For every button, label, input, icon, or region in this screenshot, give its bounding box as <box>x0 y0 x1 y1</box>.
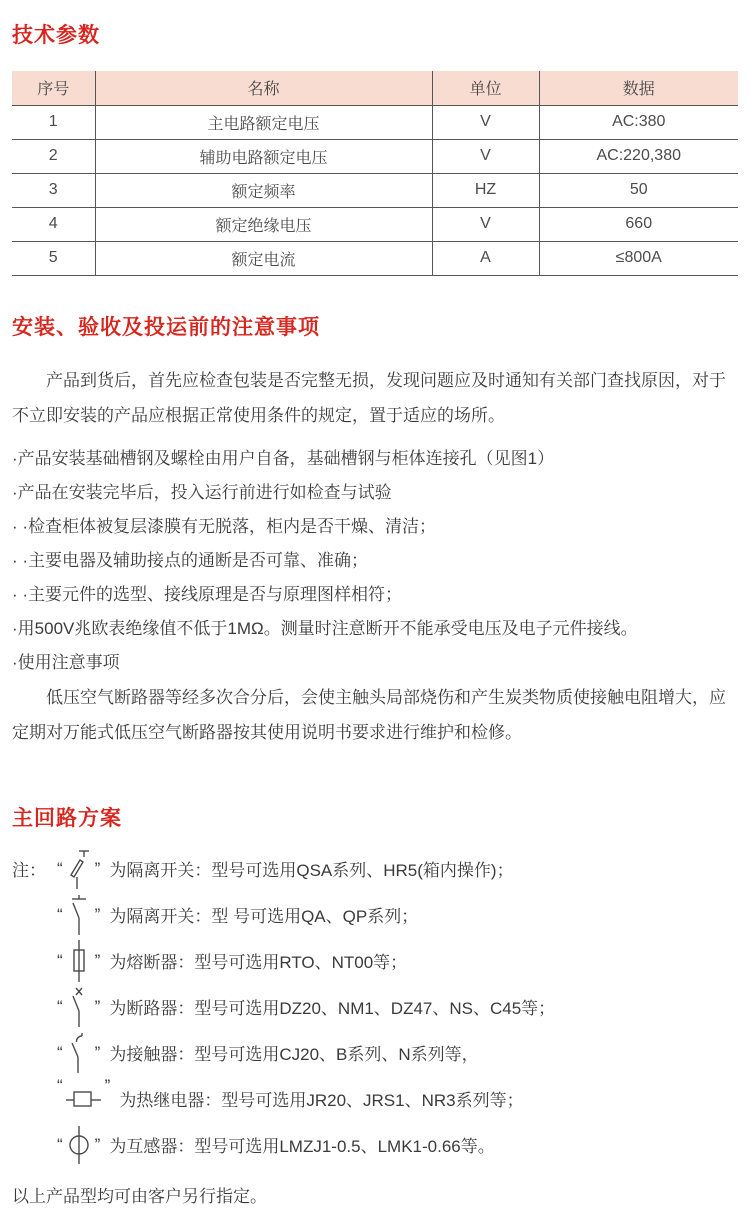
quote-mark: ” <box>94 1042 101 1062</box>
table-header-cell: 数据 <box>539 71 738 105</box>
quote-mark: “ <box>57 1042 63 1062</box>
table-cell: 4 <box>12 207 95 241</box>
quote-mark: “ <box>57 904 63 924</box>
quote-mark: ” <box>104 1075 111 1095</box>
quote-mark: “ <box>57 858 63 878</box>
quote-mark: ” <box>94 1134 101 1154</box>
bullet-item: ·产品在安装完毕后，投入运行前进行如检查与试验 <box>12 482 392 502</box>
contactor-icon <box>66 1032 92 1074</box>
table-cell: 660 <box>539 207 738 241</box>
quote-mark: “ <box>57 1134 63 1154</box>
note-row <box>12 892 738 938</box>
note-row <box>12 1076 738 1122</box>
note-row <box>12 984 738 1030</box>
note-row <box>12 846 738 892</box>
table-row <box>12 241 738 275</box>
quote-mark: ” <box>94 996 101 1016</box>
table-cell: 3 <box>12 173 95 207</box>
table-cell: ≤800A <box>539 241 738 275</box>
note-text: 为接触器：型号可选用CJ20、B系列、N系列等， <box>109 1045 479 1064</box>
note-text: 为隔离开关：型 号可选用QA、QP系列； <box>109 907 419 926</box>
note-prefix: 注： <box>12 861 46 880</box>
table-cell: V <box>432 139 539 173</box>
table-header-row <box>12 71 738 105</box>
quote-mark: “ <box>57 996 63 1016</box>
table-cell: 1 <box>12 105 95 139</box>
table-cell: HZ <box>432 173 539 207</box>
quote-mark: ” <box>94 950 101 970</box>
bullet-item: ·产品安装基础槽钢及螺栓由用户自备，基础槽钢与柜体连接孔（见图1） <box>12 448 555 468</box>
footer-note: 以上产品型均可由客户另行指定。 <box>12 1186 267 1206</box>
note-text: 为热继电器：型号可选用JR20、JRS1、NR3系列等； <box>119 1091 524 1110</box>
section-title-install-notes: 安装、验收及投运前的注意事项 <box>12 315 320 339</box>
table-cell: 50 <box>539 173 738 207</box>
bullet-item: ·使用注意事项 <box>12 652 120 672</box>
table-cell: 主电路额定电压 <box>95 105 432 139</box>
fuse-icon <box>66 940 92 982</box>
transformer-icon <box>66 1124 92 1166</box>
bullet-item: · ·主要元件的选型、接线原理是否与原理图样相符； <box>12 584 403 604</box>
note-row <box>12 1030 738 1076</box>
section-title-tech-params: 技术参数 <box>12 24 100 47</box>
note-row <box>12 1122 738 1168</box>
table-cell: 额定电流 <box>95 241 432 275</box>
section-title-main-circuit: 主回路方案 <box>12 806 122 830</box>
note-text: 为隔离开关：型号可选用QSA系列、HR5(箱内操作)； <box>109 861 514 880</box>
tech-params-table <box>12 71 738 276</box>
install-bullet-list <box>12 442 738 680</box>
table-cell: V <box>432 207 539 241</box>
quote-mark: ” <box>94 904 101 924</box>
table-cell: 5 <box>12 241 95 275</box>
table-cell: 额定绝缘电压 <box>95 207 432 241</box>
bullet-item: · ·检查柜体被复层漆膜有无脱落，柜内是否干燥、清洁； <box>12 516 437 536</box>
note-row <box>12 938 738 984</box>
quote-mark: ” <box>94 858 101 878</box>
note-text: 为互感器：型号可选用LMZJ1-0.5、LMK1-0.66等。 <box>109 1137 495 1156</box>
table-cell: 额定频率 <box>95 173 432 207</box>
maintenance-paragraph: 低压空气断路器等经多次合分后，会使主触头局部烧伤和产生炭类物质使接触电阻增大，应定期对万能式低压空气断路器按其使用说明书要求进行维护和检修。 <box>12 687 726 742</box>
install-paragraph: 产品到货后，首先应检查包装是否完整无损，发现问题应及时通知有关部门查找原因，对于不立即安装的产品应根据正常使用条件的规定，置于适应的场所。 <box>12 370 726 425</box>
table-row <box>12 139 738 173</box>
table-row <box>12 173 738 207</box>
table-cell: AC:220,380 <box>539 139 738 173</box>
quote-mark: “ <box>57 950 63 970</box>
table-row <box>12 105 738 139</box>
table-cell: 辅助电路额定电压 <box>95 139 432 173</box>
circuit-notes <box>12 846 738 1168</box>
table-cell: V <box>432 105 539 139</box>
table-cell: 2 <box>12 139 95 173</box>
quote-mark: “ <box>57 1075 63 1095</box>
circuit-breaker-icon <box>66 986 92 1028</box>
disconnector-icon <box>66 894 92 936</box>
table-cell: AC:380 <box>539 105 738 139</box>
table-header-cell: 名称 <box>95 71 432 105</box>
bullet-item: ·用500V兆欧表绝缘值不低于1MΩ。测量时注意断开不能承受电压及电子元件接线。 <box>12 618 638 638</box>
note-text: 为熔断器：型号可选用RTO、NT00等； <box>109 953 408 972</box>
table-cell: A <box>432 241 539 275</box>
table-header-cell: 序号 <box>12 71 95 105</box>
knife-switch-icon <box>66 848 92 890</box>
table-header-cell: 单位 <box>432 71 539 105</box>
thermal-relay-icon <box>66 1087 102 1111</box>
note-text: 为断路器：型号可选用DZ20、NM1、DZ47、NS、C45等； <box>109 999 556 1018</box>
table-row <box>12 207 738 241</box>
bullet-item: · ·主要电器及辅助接点的通断是否可靠、准确； <box>12 550 369 570</box>
